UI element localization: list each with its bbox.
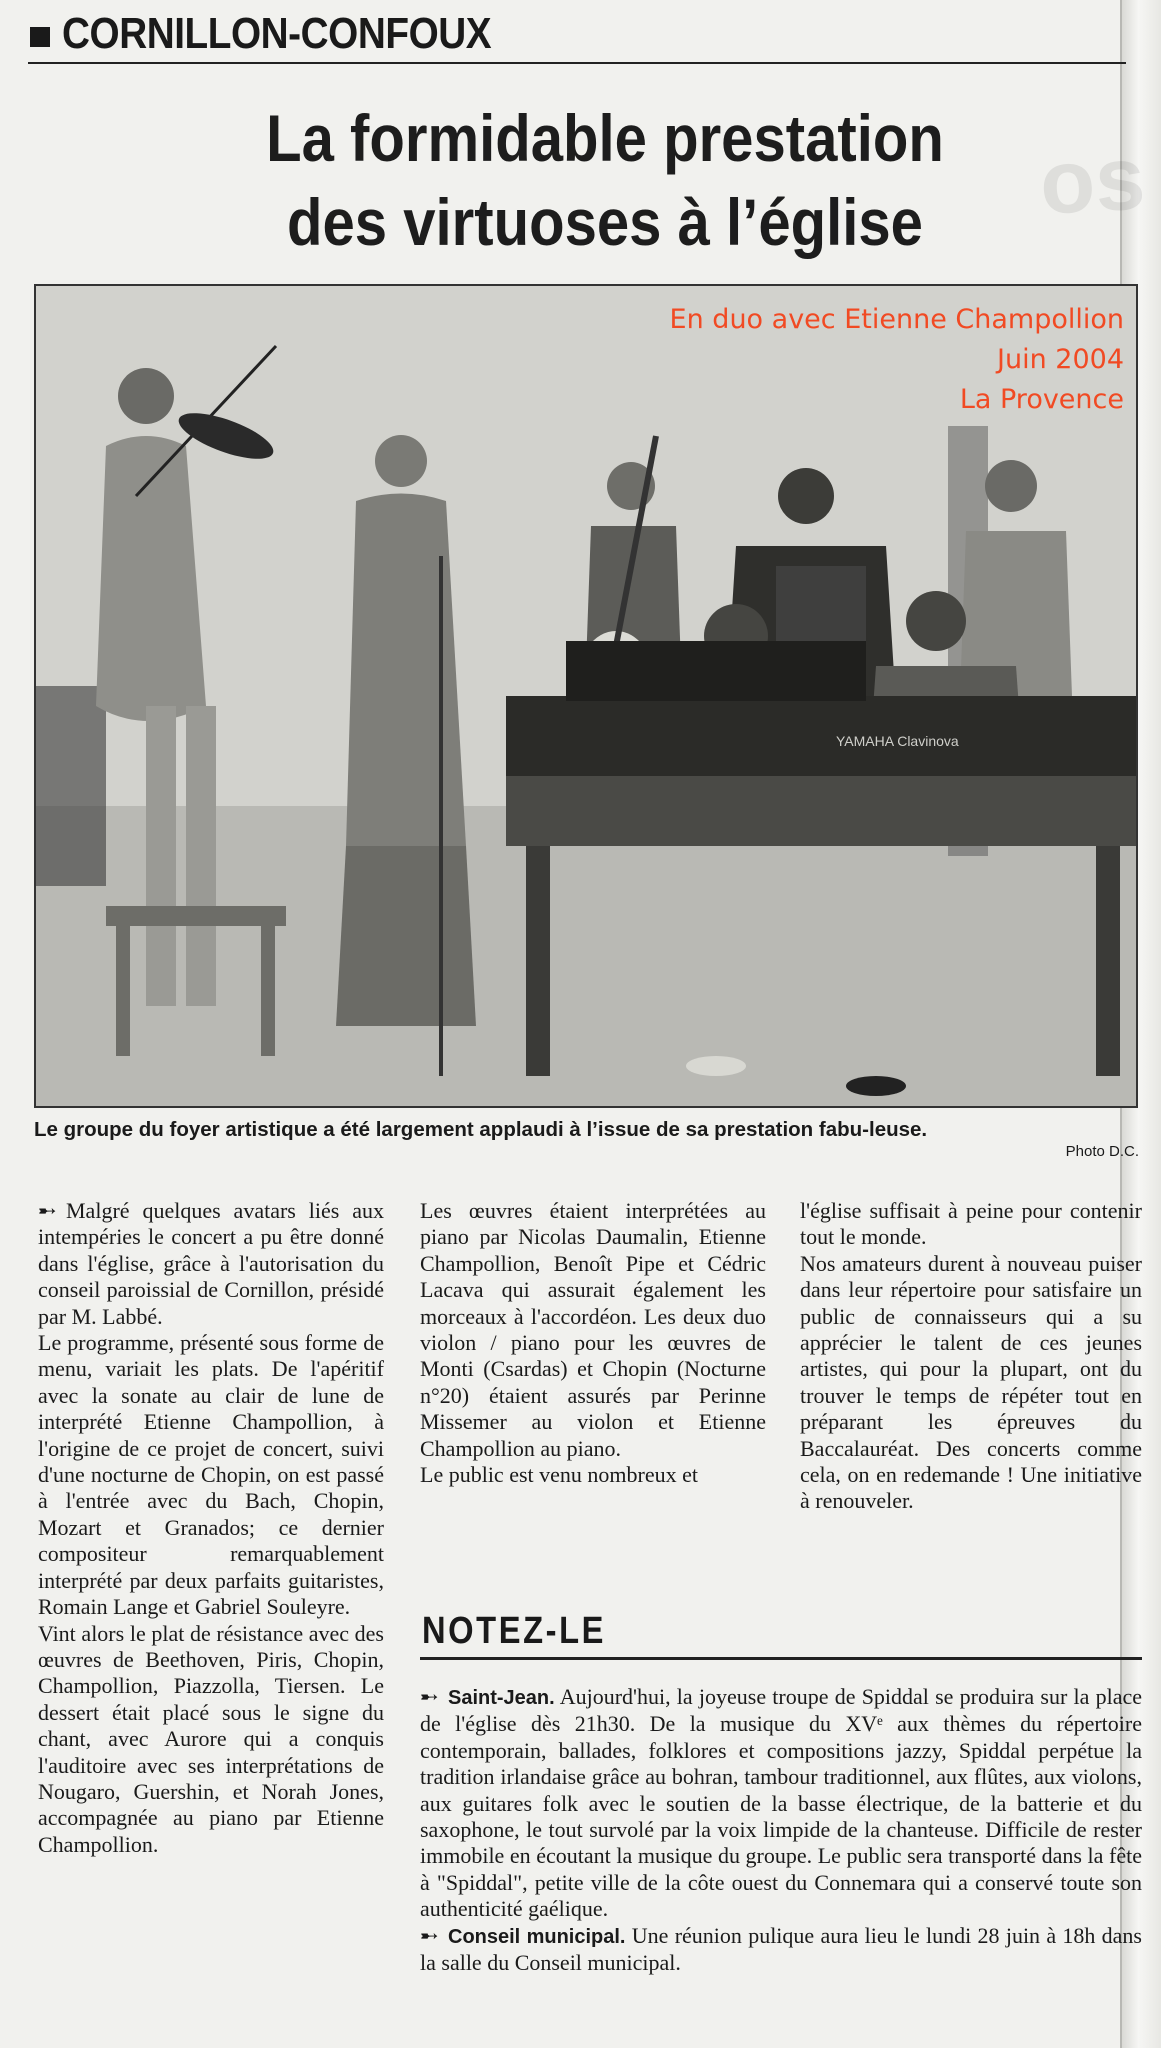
article-column-1 [38,1198,384,1858]
photo-overlay-text [670,300,1124,420]
notez-le-rule [420,1657,1142,1660]
section-square-icon [30,27,50,47]
article-paragraph: ➸ Malgré quelques avatars liés aux intempéries le concert a pu être donné dans l'église, grâce à l'autorisation du conseil paroissial de Cornillon, présidé par M. Labbé. [38,1198,384,1329]
article-column-2 [420,1198,766,1488]
notez-item-conseil: ➸ Conseil municipal. Une réunion pulique aura lieu le lundi 28 juin à 18h dans la salle du Conseil municipal. [420,1922,1142,1976]
overlay-line-3: La Provence [959,384,1124,415]
section-title: CORNILLON-CONFOUX [62,9,492,58]
headline-line-2: des virtuoses à l’église [287,185,923,259]
section-header [30,8,1125,60]
article-paragraph: Les œuvres étaient interprétées au piano par Nicolas Daumalin, Etienne Champollion, Benoît Pipe et Cédric Lacava qui assurait également les morceaux à l'accordéon. Les deux duo violon / piano pour les œuvres de Monti (Csardas) et Chopin (Nocturne n°20) étaient assurés par Perinne Missemer au violon et Etienne Champollion au piano. [420,1198,766,1461]
header-rule [28,62,1126,64]
headline-line-1: La formidable prestation [266,101,944,175]
article-paragraph: Le public est venu nombreux et [420,1462,698,1488]
article-paragraph: l'église suffisait à peine pour contenir tout le monde. [800,1198,1142,1250]
arrow-icon: ➸ [420,1684,439,1709]
overlay-line-2: Juin 2004 [997,344,1124,375]
notez-item-saint-jean: ➸ Saint-Jean. Aujourd'hui, la joyeuse troupe de Spiddal se produira sur la place de l'église dès 21h30. De la musique du XVᵉ aux thèmes du répertoire contemporain, ballades, folklores et compositions jazzy, Spiddal perpétue la tradition irlandaise grâce au bohran, tambour traditionnel, aux flûtes, aux violons, aux guitares folk avec le soutien de la basse électrique, de la batterie et du saxophone, le tout survolé par la voix limpide de la chanteuse. Difficile de rester immobile en écoutant la musique du groupe. Le public sera transporté dans la fête à "Spiddal", petite ville de la côte ouest du Connemara qui a conservé toute son authenticité gaélique. [420,1684,1142,1922]
article-paragraph: Nos amateurs durent à nouveau puiser dans leur répertoire pour satisfaire un public de connaisseurs qui a su apprécier le talent de ces jeunes artistes, qui pour la plupart, ont du trouver le temps de répéter tout en préparant les épreuves du Baccalauréat. Des concerts comme cela, on en redemande ! Une initiative à renouveler. [800,1250,1142,1514]
article-paragraph: Vint alors le plat de résistance avec des œuvres de Beethoven, Piris, Chopin, Champollion, Piazzolla, Tiersen. Le dessert était placé sous le signe du chant, avec Aurore qui a conquis l'auditoire avec ses interprétations de Nougaro, Guershin, et Norah Jones, accompagnée au piano par Etienne Champollion. [38,1620,384,1857]
notez-le-title: NOTEZ-LE [422,1610,607,1652]
headline [125,96,1084,264]
show-through-text: os [1037,128,1148,234]
concert-photo [34,284,1138,1108]
piano-brand: YAMAHA Clavinova [836,733,959,749]
article-column-3 [800,1198,1142,1515]
arrow-icon: ➸ [38,1198,57,1223]
photo-caption: Le groupe du foyer artistique a été largement applaudi à l’issue de sa prestation fabu-leuse. [34,1118,928,1141]
overlay-line-1: En duo avec Etienne Champollion [669,304,1124,335]
photo-credit: Photo D.C. [1065,1143,1139,1160]
article-paragraph: Le programme, présenté sous forme de menu, variait les plats. De l'apéritif avec la sonate au clair de lune de interprété Etienne Champollion, à l'origine de ce projet de concert, suivi d'une nocturne de Chopin, on est passé à l'entrée avec du Bach, Chopin, Mozart et Granados; ce dernier compositeur remarquablement interprété par deux parfaits guitaristes, Romain Lange et Gabriel Souleyre. [38,1330,384,1620]
arrow-icon: ➸ [420,1922,439,1948]
notez-le-body [420,1684,1142,1976]
